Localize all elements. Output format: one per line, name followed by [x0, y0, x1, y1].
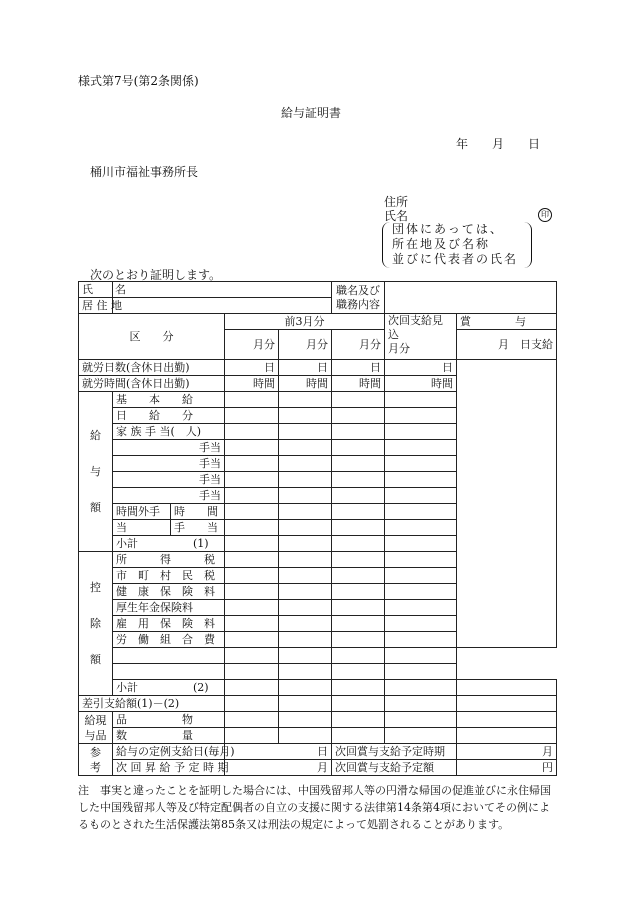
pay-row-label: 手当: [113, 456, 225, 472]
net-pay-label: 差引支給額(1)－(2): [79, 696, 225, 712]
overtime-label-a: 時間外手: [113, 504, 171, 520]
value-cell[interactable]: [385, 600, 457, 616]
deduct-row-blank[interactable]: [113, 648, 225, 664]
next-pay-unit: 月分: [388, 342, 410, 355]
next-pay-label: 次回支給見込: [388, 314, 443, 341]
value-cell[interactable]: [225, 408, 279, 424]
day-unit: 日: [332, 360, 385, 376]
value-cell[interactable]: [385, 504, 457, 520]
statement: 次のとおり証明します。: [90, 268, 222, 282]
residence-header: 居 住 地: [79, 298, 113, 314]
division-header: 区 分: [79, 314, 225, 360]
value-cell[interactable]: [385, 392, 457, 408]
residence-field[interactable]: [113, 298, 332, 314]
value-cell[interactable]: [457, 728, 557, 744]
deduct-row-label: 労 働 組 合 費: [113, 632, 225, 648]
value-cell[interactable]: [332, 584, 385, 600]
value-cell[interactable]: [225, 632, 279, 648]
value-cell[interactable]: [332, 552, 385, 568]
org-note-line: 並びに代表者の氏名: [392, 252, 519, 266]
job-label: 職名及び: [336, 283, 380, 297]
value-cell[interactable]: [225, 424, 279, 440]
value-cell[interactable]: [385, 536, 457, 552]
value-cell[interactable]: [225, 520, 279, 536]
value-cell[interactable]: [279, 600, 332, 616]
month-unit: 月分: [332, 330, 385, 360]
value-cell[interactable]: [279, 584, 332, 600]
value-cell[interactable]: [279, 536, 332, 552]
value-cell[interactable]: [279, 616, 332, 632]
workdays-label: 就労日数(含休日出勤): [79, 360, 225, 376]
value-cell[interactable]: [279, 712, 332, 728]
value-cell[interactable]: [225, 568, 279, 584]
value-cell[interactable]: [279, 728, 332, 744]
value-cell[interactable]: [279, 456, 332, 472]
seal-icon: 印: [538, 207, 552, 222]
value-cell[interactable]: [279, 440, 332, 456]
value-cell[interactable]: [332, 488, 385, 504]
document-title: 給与証明書: [281, 106, 342, 120]
job-field[interactable]: [385, 282, 557, 314]
day-unit: 日: [225, 360, 279, 376]
ref-raise-label: 次 回 昇 給 予 定 時 期: [113, 760, 225, 776]
value-cell[interactable]: [332, 520, 385, 536]
value-cell[interactable]: [332, 504, 385, 520]
kind-group-label: 給現 与品: [79, 712, 113, 744]
value-cell[interactable]: [279, 696, 332, 712]
ref-regular-value[interactable]: 日: [225, 744, 332, 760]
value-cell[interactable]: [332, 472, 385, 488]
deduct-row-blank[interactable]: [113, 664, 225, 680]
name-header: 氏 名: [79, 282, 113, 298]
value-cell[interactable]: [385, 680, 457, 696]
value-cell[interactable]: [225, 680, 279, 696]
date-month: 月: [492, 137, 505, 151]
ref-bonus-time-value[interactable]: 月: [457, 744, 557, 760]
value-cell[interactable]: [385, 568, 457, 584]
overtime-label-b: 当: [113, 520, 171, 536]
ref-raise-value[interactable]: 月: [225, 760, 332, 776]
value-cell[interactable]: [332, 616, 385, 632]
value-cell[interactable]: [279, 392, 332, 408]
value-cell[interactable]: [225, 488, 279, 504]
ref-bonus-amount-value[interactable]: 円: [457, 760, 557, 776]
value-cell[interactable]: [457, 712, 557, 728]
pay-group-label: 給 与 額: [79, 392, 113, 552]
value-cell[interactable]: [332, 728, 385, 744]
value-cell[interactable]: [385, 440, 457, 456]
deduct-group-label: 控 除 額: [79, 552, 113, 696]
org-note-line: 団体にあっては、: [392, 222, 504, 236]
value-cell[interactable]: [457, 696, 557, 712]
name-field[interactable]: [113, 282, 332, 298]
value-cell[interactable]: [385, 632, 457, 648]
value-cell[interactable]: [332, 536, 385, 552]
value-cell[interactable]: [279, 632, 332, 648]
ref-bonus-time-label: 次回賞与支給予定時期: [332, 744, 457, 760]
pay-row-label: 日 給 分: [113, 408, 225, 424]
value-cell[interactable]: [385, 616, 457, 632]
value-cell[interactable]: [385, 696, 457, 712]
value-cell[interactable]: [332, 408, 385, 424]
value-cell[interactable]: [385, 520, 457, 536]
job-label-2: 職務内容: [336, 297, 380, 311]
value-cell[interactable]: [332, 456, 385, 472]
value-cell[interactable]: [279, 552, 332, 568]
next-pay-header: [385, 314, 457, 360]
overtime-label-d: 手 当: [171, 520, 225, 536]
deduct-row-label: 市 町 村 民 税: [113, 568, 225, 584]
value-cell[interactable]: [225, 504, 279, 520]
bonus-unit: 月 日支給: [457, 330, 557, 360]
bonus-cell[interactable]: [457, 360, 557, 648]
value-cell[interactable]: [279, 488, 332, 504]
value-cell[interactable]: [225, 648, 279, 664]
ref-group-label: 参 考: [79, 744, 113, 776]
hour-unit: 時間: [385, 376, 457, 392]
date-year: 年: [456, 137, 469, 151]
value-cell[interactable]: [385, 552, 457, 568]
value-cell[interactable]: [225, 472, 279, 488]
value-cell[interactable]: [332, 568, 385, 584]
value-cell[interactable]: [385, 712, 457, 728]
deduct-row-label: 健 康 保 険 料: [113, 584, 225, 600]
org-note-line: 所在地及び名称: [392, 237, 491, 251]
pay-row-label: 手当: [113, 488, 225, 504]
pay-row-label: 手当: [113, 440, 225, 456]
value-cell[interactable]: [385, 728, 457, 744]
value-cell[interactable]: [332, 600, 385, 616]
kind-qty-label: 数 量: [113, 728, 225, 744]
value-cell[interactable]: [279, 424, 332, 440]
value-cell[interactable]: [225, 536, 279, 552]
value-cell[interactable]: [332, 392, 385, 408]
workhours-label: 就労時間(含休日出勤): [79, 376, 225, 392]
legal-note: 注 事実と違ったことを証明した場合には、中国残留邦人等の円滑な帰国の促進並びに永住帰国した中国残留邦人等及び特定配偶者の自立の支援に関する法律第14条第4項においてその例によるものとされた生活保護法第85条又は刑法の規定によって処罰されることがあります。: [78, 784, 551, 831]
value-cell[interactable]: [225, 456, 279, 472]
value-cell[interactable]: [225, 664, 279, 680]
date-day: 日: [528, 137, 541, 151]
value-cell[interactable]: [279, 680, 332, 696]
value-cell[interactable]: [225, 728, 279, 744]
hour-unit: 時間: [225, 376, 279, 392]
month-unit: 月分: [279, 330, 332, 360]
salary-table: [78, 281, 557, 776]
form-number: 様式第7号(第2条関係): [78, 74, 199, 88]
addressee: 桶川市福祉事務所長: [90, 165, 199, 179]
value-cell[interactable]: [332, 664, 385, 680]
value-cell[interactable]: [385, 664, 457, 680]
day-unit: 日: [385, 360, 457, 376]
value-cell[interactable]: [279, 472, 332, 488]
value-cell[interactable]: [225, 712, 279, 728]
value-cell[interactable]: [385, 488, 457, 504]
subtotal1-label: 小計 (1): [113, 536, 225, 552]
deduct-row-label: 雇 用 保 険 料: [113, 616, 225, 632]
value-cell[interactable]: [279, 504, 332, 520]
pay-row-label: 手当: [113, 472, 225, 488]
name-label: 氏名: [384, 209, 409, 223]
value-cell[interactable]: [279, 648, 332, 664]
value-cell[interactable]: [385, 408, 457, 424]
pay-row-label: 家 族 手 当( 人): [113, 424, 225, 440]
value-cell[interactable]: [457, 680, 557, 696]
value-cell[interactable]: [332, 424, 385, 440]
value-cell[interactable]: [225, 392, 279, 408]
value-cell[interactable]: [279, 664, 332, 680]
value-cell[interactable]: [385, 584, 457, 600]
org-note: [392, 222, 524, 267]
value-cell[interactable]: [225, 616, 279, 632]
kind-item-label: 品 物: [113, 712, 225, 728]
prev3-header: 前3月分: [225, 314, 385, 330]
job-header: [332, 282, 385, 314]
value-cell[interactable]: [225, 696, 279, 712]
value-cell[interactable]: [332, 712, 385, 728]
value-cell[interactable]: [385, 472, 457, 488]
value-cell[interactable]: [332, 632, 385, 648]
pay-row-label: 基 本 給: [113, 392, 225, 408]
ref-bonus-amount-label: 次回賞与支給予定額: [332, 760, 457, 776]
value-cell[interactable]: [385, 456, 457, 472]
bonus-header: 賞 与: [457, 314, 557, 330]
hour-unit: 時間: [279, 376, 332, 392]
value-cell[interactable]: [225, 600, 279, 616]
value-cell[interactable]: [332, 648, 385, 664]
ref-regular-label: 給与の定例支給日(毎月): [113, 744, 225, 760]
deduct-row-label: 所 得 税: [113, 552, 225, 568]
day-unit: 日: [279, 360, 332, 376]
hour-unit: 時間: [332, 376, 385, 392]
value-cell[interactable]: [225, 552, 279, 568]
value-cell[interactable]: [332, 680, 385, 696]
value-cell[interactable]: [225, 584, 279, 600]
value-cell[interactable]: [279, 408, 332, 424]
value-cell[interactable]: [279, 520, 332, 536]
value-cell[interactable]: [332, 696, 385, 712]
value-cell[interactable]: [225, 440, 279, 456]
subtotal2-label: 小計 (2): [113, 680, 225, 696]
overtime-label-c: 時 間: [171, 504, 225, 520]
value-cell[interactable]: [385, 648, 457, 664]
value-cell[interactable]: [279, 568, 332, 584]
month-unit: 月分: [225, 330, 279, 360]
address-label: 住所: [384, 195, 409, 209]
value-cell[interactable]: [385, 424, 457, 440]
deduct-row-label: 厚生年金保険料: [113, 600, 225, 616]
value-cell[interactable]: [332, 440, 385, 456]
